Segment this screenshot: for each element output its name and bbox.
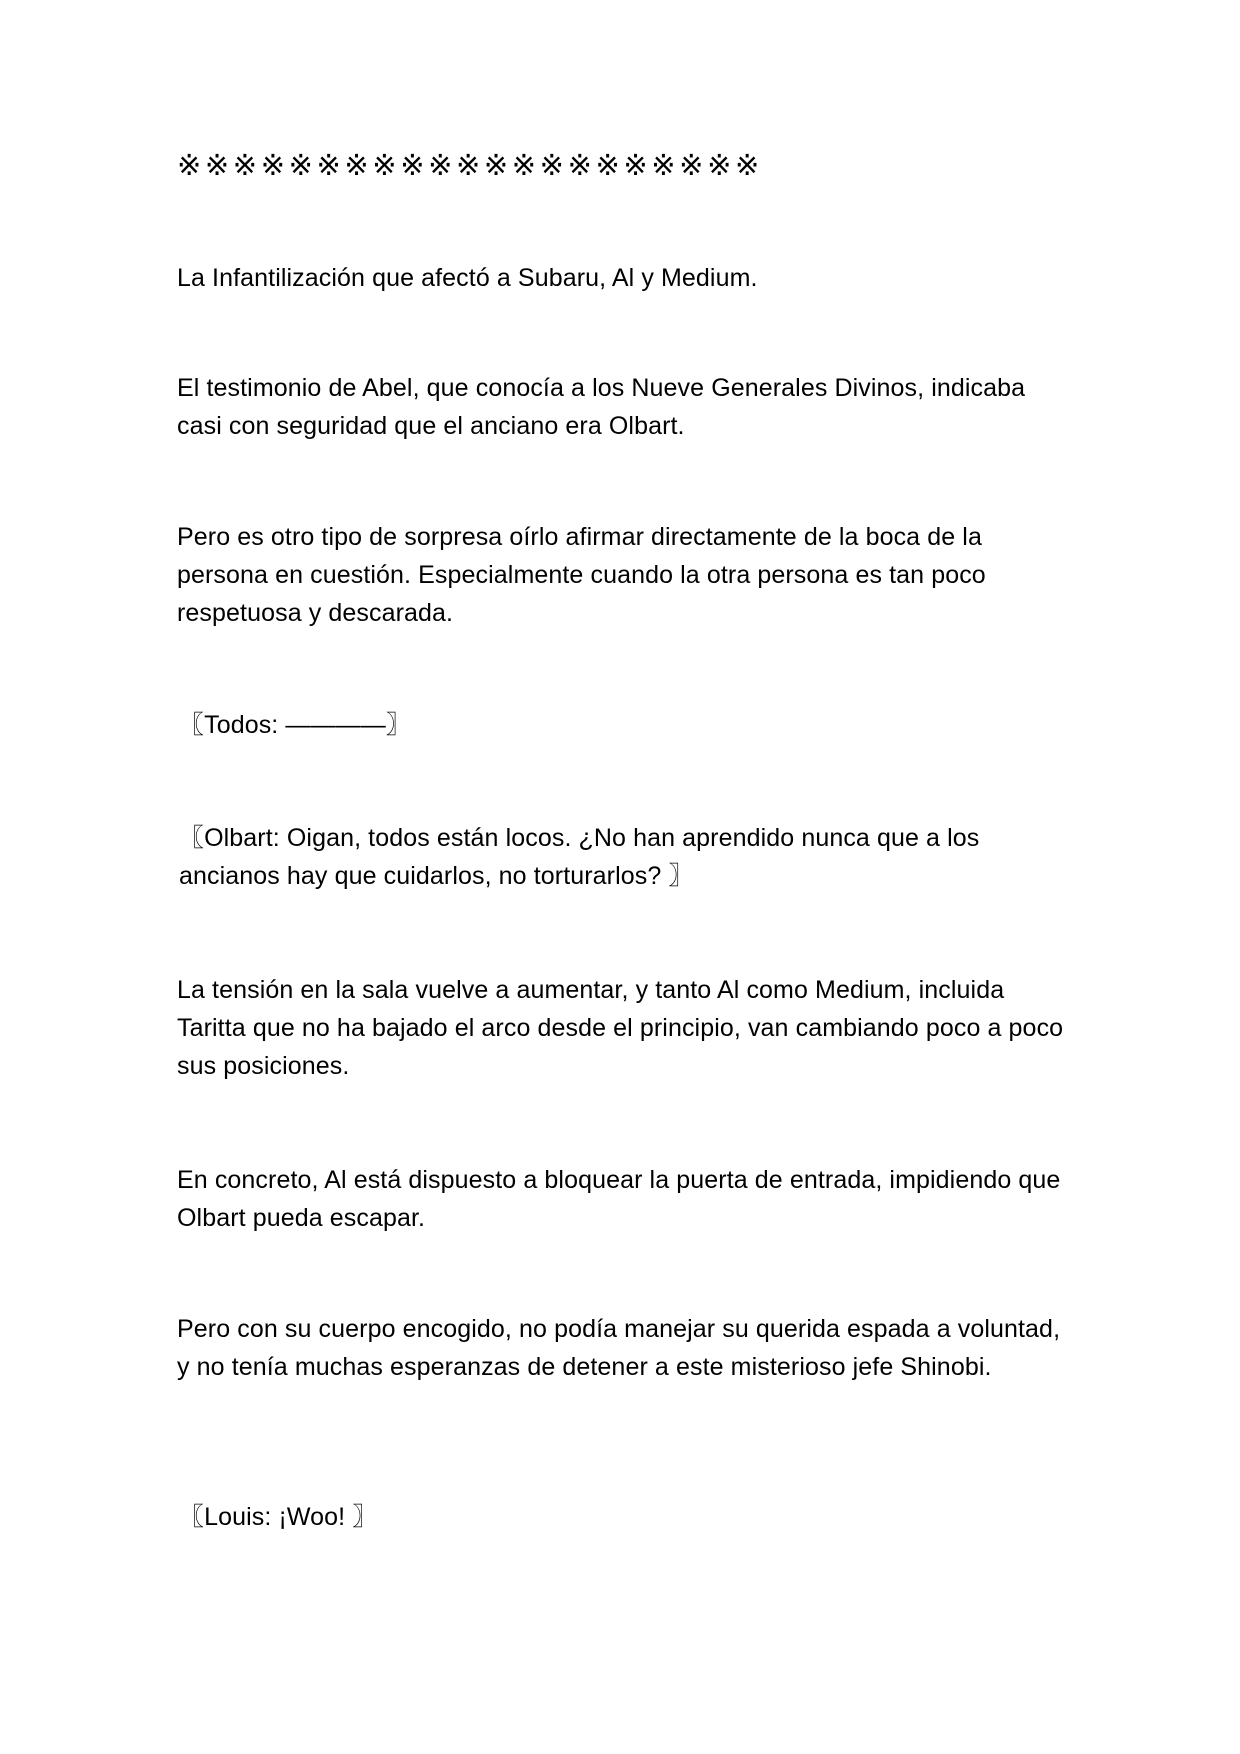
paragraph: En concreto, Al está dispuesto a bloquear la puerta de entrada, impidiendo que Olbart pueda escapar. (177, 1166, 1061, 1232)
dialogue-line: 〖Todos: ————〗 (179, 711, 411, 739)
paragraph: Pero es otro tipo de sorpresa oírlo afirmar directamente de la boca de la persona en cuestión. Especialmente cuando la otra persona es tan poco respetuosa y descarada. (177, 523, 986, 627)
dialogue-line: 〖Olbart: Oigan, todos están locos. ¿No han aprendido nunca que a los ancianos hay que cuidarlos, no torturarlos? 〗 (179, 824, 980, 890)
section-separator: ※※※※※※※※※※※※※※※※※※※※※ (177, 148, 763, 182)
paragraph: Pero con su cuerpo encogido, no podía manejar su querida espada a voluntad, y no tenía muchas esperanzas de detener a este misterioso jefe Shinobi. (177, 1315, 1061, 1381)
paragraph: La tensión en la sala vuelve a aumentar, y tanto Al como Medium, incluida Taritta que no ha bajado el arco desde el principio, van cambiando poco a poco sus posiciones. (177, 976, 1064, 1080)
paragraph: La Infantilización que afectó a Subaru, Al y Medium. (177, 264, 758, 292)
dialogue-line: 〖Louis: ¡Woo! 〗 (179, 1503, 378, 1531)
paragraph: El testimonio de Abel, que conocía a los Nueve Generales Divinos, indicaba casi con seguridad que el anciano era Olbart. (177, 374, 1026, 440)
